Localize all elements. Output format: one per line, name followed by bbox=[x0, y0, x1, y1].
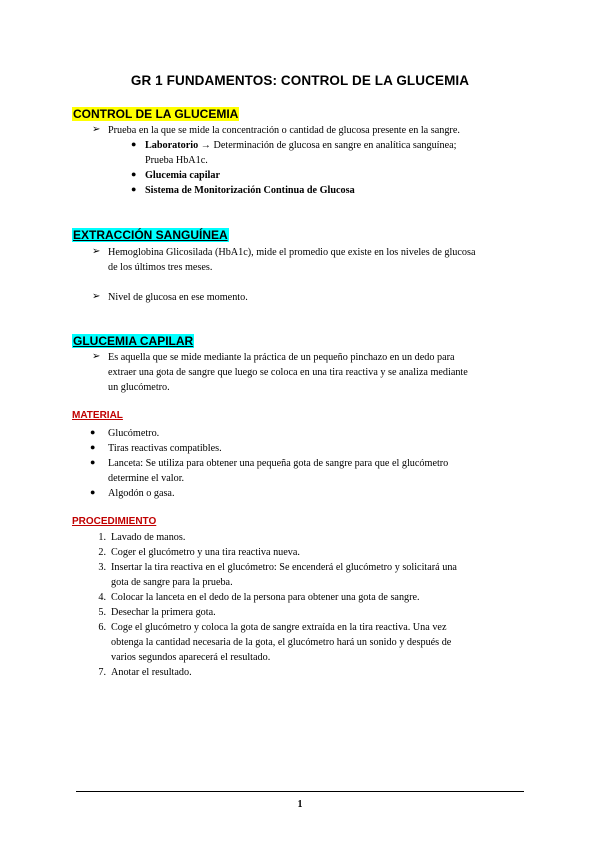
hba1c-line-2: de los últimos tres meses. bbox=[108, 262, 213, 273]
bullet-icon: ● bbox=[90, 442, 96, 452]
arrow-bullet-icon: ➢ bbox=[92, 124, 101, 135]
arrow-bullet-icon: ➢ bbox=[92, 291, 101, 302]
step-text-cont: gota de sangre para la prueba. bbox=[111, 577, 233, 588]
capillary-line-3: un glucómetro. bbox=[108, 382, 170, 393]
step-number: 2. bbox=[98, 547, 106, 558]
page-number: 1 bbox=[297, 799, 303, 810]
step-number: 5. bbox=[98, 607, 106, 618]
step-text: Desechar la primera gota. bbox=[111, 607, 216, 618]
material-item-cont: determine el valor. bbox=[108, 473, 185, 484]
material-item: Tiras reactivas compatibles. bbox=[108, 443, 222, 454]
arrow-bullet-icon: ➢ bbox=[92, 246, 101, 257]
bullet-icon: ● bbox=[131, 169, 137, 179]
step-text: Coger el glucómetro y una tira reactiva nueva. bbox=[111, 547, 300, 558]
section-heading-extraction: EXTRACCIÓN SANGUÍNEA bbox=[73, 228, 228, 242]
step-number: 3. bbox=[98, 562, 106, 573]
arrow-bullet-icon: ➢ bbox=[92, 351, 101, 362]
step-number: 4. bbox=[98, 592, 106, 603]
step-text: Anotar el resultado. bbox=[111, 667, 192, 678]
procedure-heading: PROCEDIMIENTO bbox=[72, 516, 157, 527]
material-item: Glucómetro. bbox=[108, 428, 160, 439]
material-item: Lanceta: Se utiliza para obtener una pequeña gota de sangre para que el glucómetro bbox=[108, 458, 449, 469]
step-text: Insertar la tira reactiva en el glucómetro: Se encenderá el glucómetro y solicitará una bbox=[111, 562, 457, 573]
capillary-line-2: extraer una gota de sangre que luego se coloca en una tira reactiva y se analiza mediante bbox=[108, 367, 468, 378]
material-heading: MATERIAL bbox=[72, 410, 123, 421]
bullet-icon: ● bbox=[90, 487, 96, 497]
step-text: Colocar la lanceta en el dedo de la persona para obtener una gota de sangre. bbox=[111, 592, 420, 603]
lab-item-cont: Prueba HbA1c. bbox=[145, 155, 208, 166]
section-heading-capillary: GLUCEMIA CAPILAR bbox=[73, 334, 194, 348]
footer-divider bbox=[76, 791, 524, 792]
capillary-line-1: Es aquella que se mide mediante la práctica de un pequeño pinchazo en un dedo para bbox=[108, 352, 455, 363]
step-number: 7. bbox=[98, 667, 106, 678]
hba1c-line-1: Hemoglobina Glicosilada (HbA1c), mide el promedio que existe en los niveles de glucosa bbox=[108, 247, 476, 258]
page-title: GR 1 FUNDAMENTOS: CONTROL DE LA GLUCEMIA bbox=[130, 73, 470, 88]
lab-item: Laboratorio → Determinación de glucosa en sangre en analítica sanguínea; bbox=[145, 140, 457, 151]
bullet-icon: ● bbox=[131, 184, 137, 194]
bullet-icon: ● bbox=[131, 139, 137, 149]
glucose-now: Nivel de glucosa en ese momento. bbox=[108, 292, 248, 303]
section-heading-control: CONTROL DE LA GLUCEMIA bbox=[73, 107, 239, 121]
bullet-icon: ● bbox=[90, 457, 96, 467]
step-text: Lavado de manos. bbox=[111, 532, 186, 543]
capillary-item: Glucemia capilar bbox=[145, 170, 220, 181]
step-number: 6. bbox=[98, 622, 106, 633]
bullet-icon: ● bbox=[90, 427, 96, 437]
step-number: 1. bbox=[98, 532, 106, 543]
step-text-cont: varios segundos aparecerá el resultado. bbox=[111, 652, 271, 663]
step-text-cont: obtenga la cantidad necesaria de la gota, el glucómetro hará un sonido y después de bbox=[111, 637, 452, 648]
control-intro: Prueba en la que se mide la concentración o cantidad de glucosa presente en la sangre. bbox=[108, 125, 460, 136]
monitoring-item: Sistema de Monitorización Continua de Glucosa bbox=[145, 185, 355, 196]
step-text: Coge el glucómetro y coloca la gota de sangre extraída en la tira reactiva. Una vez bbox=[111, 622, 447, 633]
material-item: Algodón o gasa. bbox=[108, 488, 175, 499]
